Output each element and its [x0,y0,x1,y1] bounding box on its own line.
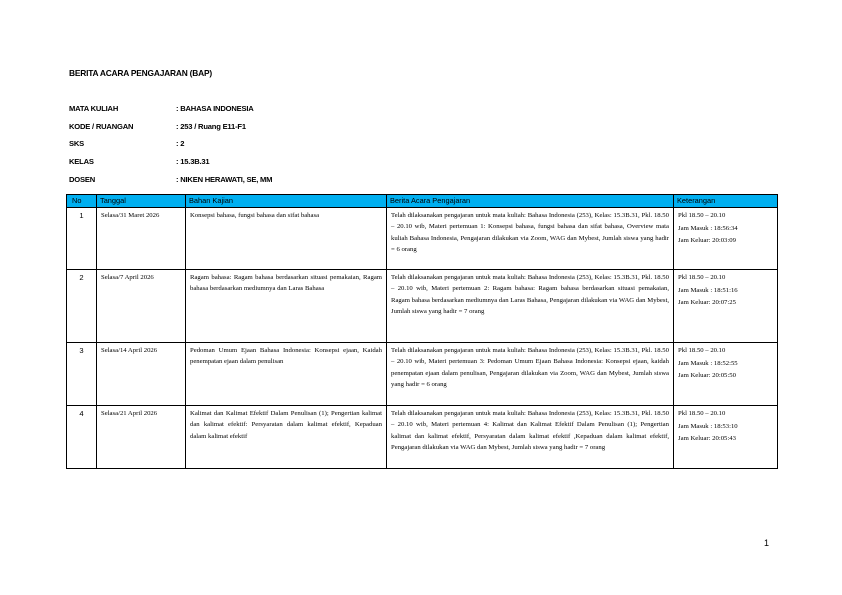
meta-row-sks [69,135,272,153]
ket-jam-masuk: Jam Masuk : 18:53:10 [678,422,738,430]
table-row [67,270,778,343]
ket-jam-keluar: Jam Keluar: 20:03:09 [678,237,736,245]
cell-no: 4 [67,406,97,469]
cell-bahan-kajian: Konsepsi bahasa, fungsi bahasa dan sifat bahasa [186,208,387,270]
meta-row-dosen [69,170,272,188]
table-row [67,208,778,270]
meta-value: : NIKEN HERAWATI, SE, MM [176,174,273,184]
cell-keterangan [674,270,778,343]
cell-no: 2 [67,270,97,343]
meta-key: MATA KULIAH [69,104,119,114]
header-berita-acara: Berita Acara Pengajaran [387,195,674,208]
ket-waktu: Pkl 18.50 – 20.10 [678,274,726,281]
cell-no: 3 [67,343,97,406]
document-title: BERITA ACARA PENGAJARAN (BAP) [69,68,212,78]
cell-no: 1 [67,208,97,270]
ket-jam-keluar: Jam Keluar: 20:07:25 [678,299,736,307]
course-info [69,100,272,188]
cell-tanggal: Selasa/31 Maret 2026 [97,208,186,270]
header-no: No [67,195,97,208]
cell-bahan-kajian: Kalimat dan Kalimat Efektif Dalam Penulisan (1); Pengertian kalimat dan kalimat efektif: Persyaratan dalam kalimat efektif, Kepaduan dalam kalimat efektif [186,406,387,469]
meta-key: DOSEN [69,174,96,184]
ket-waktu: Pkl 18.50 – 20.10 [678,347,726,354]
ket-jam-masuk: Jam Masuk : 18:51:16 [678,286,738,294]
ket-jam-masuk: Jam Masuk : 18:56:34 [678,224,738,232]
meta-key: KODE / RUANGAN [69,121,134,131]
page-number: 1 [764,538,770,548]
cell-keterangan [674,208,778,270]
meta-key: SKS [69,139,85,149]
cell-bahan-kajian: Pedoman Umum Ejaan Bahasa Indonesia: Konsepsi ejaan, Kaidah penempatan ejaan dalam penulisan [186,343,387,406]
ket-waktu: Pkl 18.50 – 20.10 [678,410,726,417]
meta-value: : 253 / Ruang E11-F1 [176,121,246,131]
meta-row-kode-ruangan [69,118,272,136]
cell-keterangan [674,343,778,406]
cell-tanggal: Selasa/14 April 2026 [97,343,186,406]
meta-row-mata-kuliah [69,100,272,118]
cell-berita-acara: Telah dilaksanakan pengajaran untuk mata kuliah: Bahasa Indonesia (253), Kelas: 15.3B.31, Pkl. 18.50 – 20.10 wib, Materi pertemuan 3: Pedoman Umum Ejaan Bahasa Indonesia: Konsepsi ejaan, kaidah penempatan ejaan dalam penulisan, Pengajaran dilakukan via Zoom, WAG dan Mybest, Jumlah siswa yang hadir = 6 orang [387,343,674,406]
ket-waktu: Pkl 18.50 – 20.10 [678,212,726,219]
cell-keterangan [674,406,778,469]
table-row [67,343,778,406]
meta-value: : BAHASA INDONESIA [176,104,254,114]
header-bahan-kajian: Bahan Kajian [186,195,387,208]
cell-tanggal: Selasa/7 April 2026 [97,270,186,343]
ket-jam-keluar: Jam Keluar: 20:05:43 [678,435,736,443]
cell-berita-acara: Telah dilaksanakan pengajaran untuk mata kuliah: Bahasa Indonesia (253), Kelas: 15.3B.31, Pkl. 18.50 – 20.10 wib, Materi pertemuan 2: Ragam bahasa: Ragam bahasa berdasarkan situasi pemakaian, Ragam bahasa berdasarkan mediumnya dan Laras Bahasa, Pengajaran dilakukan via WAG dan Mybest, Jumlah siswa yang hadir = 7 orang [387,270,674,343]
ket-jam-keluar: Jam Keluar: 20:05:50 [678,372,736,380]
header-keterangan: Keterangan [674,195,778,208]
meta-row-kelas [69,153,272,171]
cell-berita-acara: Telah dilaksanakan pengajaran untuk mata kuliah: Bahasa Indonesia (253), Kelas: 15.3B.31, Pkl. 18.50 – 20.10 wib, Materi pertemuan 4: Kalimat dan Kalimat Efektif Dalam Penulisan (1); Pengertian kalimat dan kalimat efektif, Persyaratan dalam kalimat efektif ,Kepaduan dalam kalimat efektif, Pengajaran dilakukan via WAG dan Mybest, Jumlah siswa yang hadir = 7 orang [387,406,674,469]
cell-berita-acara: Telah dilaksanakan pengajaran untuk mata kuliah: Bahasa Indonesia (253), Kelas: 15.3B.31, Pkl. 18.50 – 20.10 wib, Materi pertemuan 1: Konsepsi bahasa, fungsi bahasa dan sifat bahasa, Overview mata kuliah Bahasa Indonesia, Pengajaran dilakukan via Zoom, WAG dan Mybest, Jumlah siswa yang hadir = 6 orang [387,208,674,270]
table-row [67,406,778,469]
ket-jam-masuk: Jam Masuk : 18:52:55 [678,359,738,367]
meta-value: : 2 [176,139,185,149]
meta-value: : 15.3B.31 [176,157,210,167]
header-tanggal: Tanggal [97,195,186,208]
bap-table [66,194,778,469]
table-header-row [67,195,778,208]
cell-bahan-kajian: Ragam bahasa: Ragam bahasa berdasarkan situasi pemakaian, Ragam bahasa berdasarkan mediumnya dan Laras Bahasa [186,270,387,343]
meta-key: KELAS [69,157,94,167]
cell-tanggal: Selasa/21 April 2026 [97,406,186,469]
